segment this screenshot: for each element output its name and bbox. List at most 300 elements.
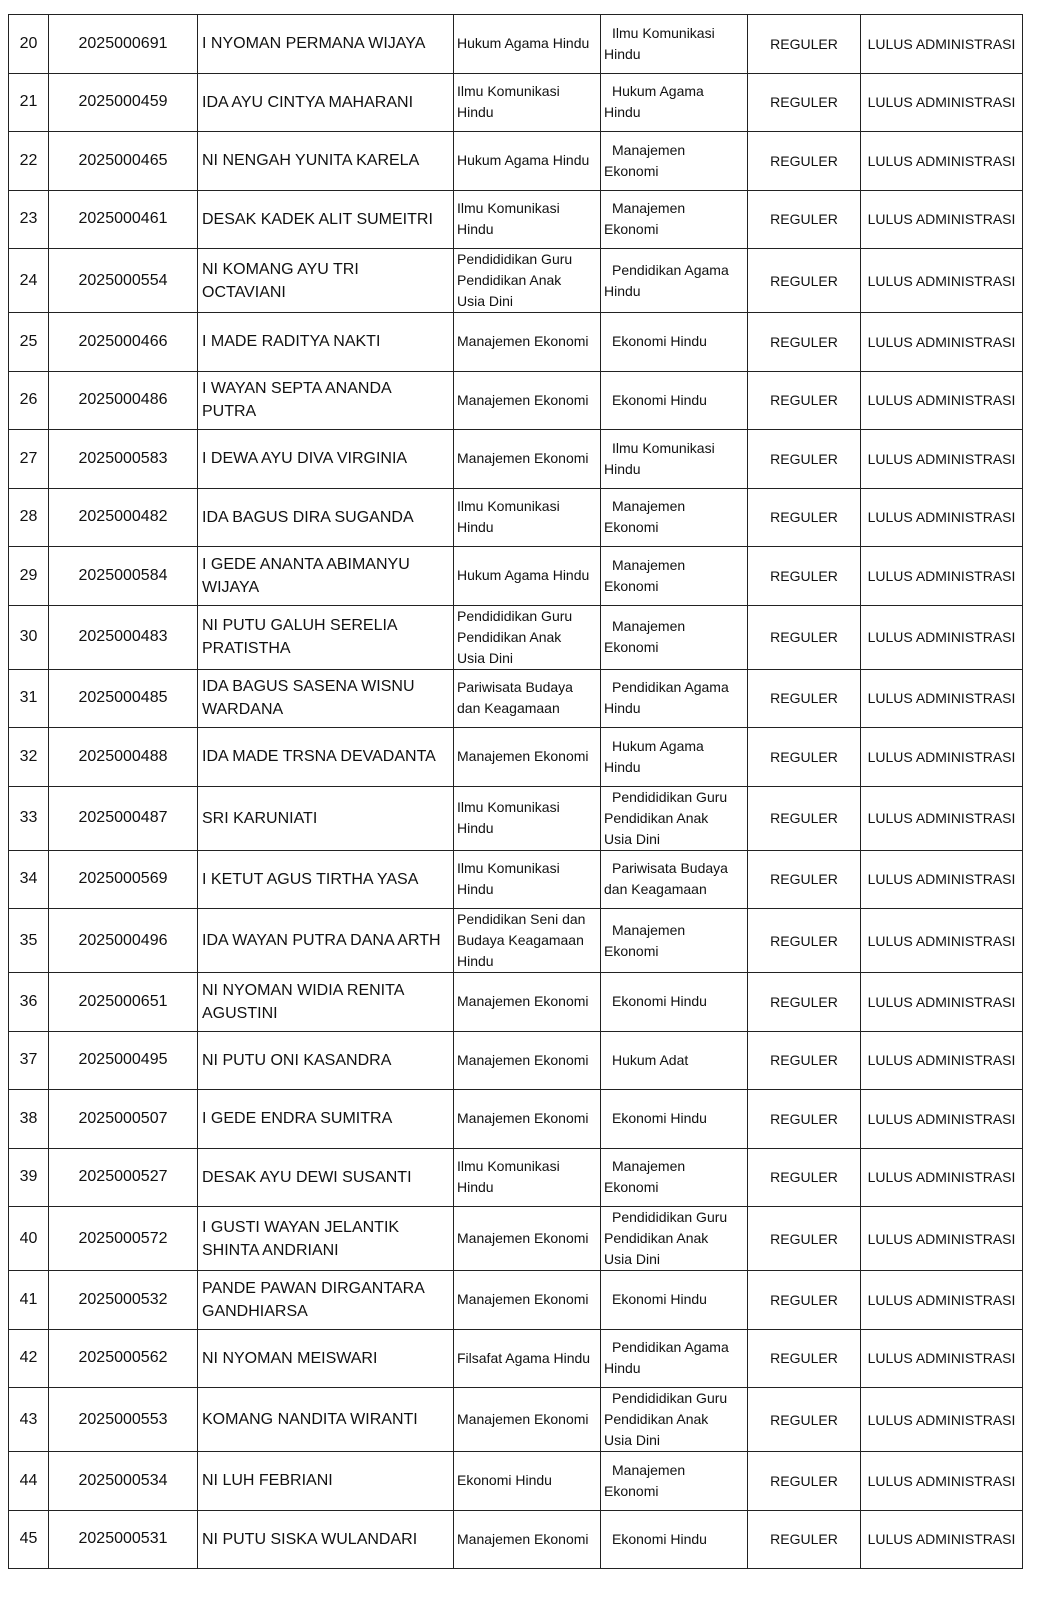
- table-row: [9, 132, 1023, 191]
- applicant-name-line: I KETUT AGUS TIRTHA YASA: [202, 870, 419, 888]
- row-number: 38: [9, 1090, 49, 1149]
- second-choice-program: [601, 430, 748, 489]
- status-label: LULUS ADMINISTRASI: [861, 1207, 1023, 1271]
- row-number: 40: [9, 1207, 49, 1271]
- first-choice-program-line: Manajemen Ekonomi: [457, 993, 589, 1010]
- first-choice-program: [454, 15, 601, 74]
- second-choice-program: [601, 1271, 748, 1330]
- admission-path: REGULER: [748, 15, 861, 74]
- applicant-name-line: IDA WAYAN PUTRA DANA ARTH: [202, 932, 441, 949]
- registration-number: 2025000485: [49, 669, 198, 728]
- status-label: LULUS ADMINISTRASI: [861, 786, 1023, 850]
- second-choice-program-line: Hindu: [604, 700, 641, 717]
- table-row: [9, 1452, 1023, 1511]
- status-label: LULUS ADMINISTRASI: [861, 249, 1023, 313]
- first-choice-program: [454, 909, 601, 973]
- status-label: LULUS ADMINISTRASI: [861, 132, 1023, 191]
- registration-number: 2025000507: [49, 1090, 198, 1149]
- applicant-name-line: I MADE RADITYA NAKTI: [202, 333, 381, 351]
- status-label: LULUS ADMINISTRASI: [861, 1031, 1023, 1090]
- row-number: 25: [9, 313, 49, 372]
- admission-path: REGULER: [748, 850, 861, 909]
- first-choice-program: [454, 547, 601, 606]
- first-choice-program-line: Hindu: [457, 104, 494, 121]
- row-number: 44: [9, 1452, 49, 1511]
- second-choice-program-line: Ekonomi: [604, 942, 659, 959]
- first-choice-program-line: Ilmu Komunikasi: [457, 1158, 560, 1175]
- table-row: [9, 313, 1023, 372]
- applicant-name-line: NI KOMANG AYU TRI: [202, 260, 359, 278]
- first-choice-program: [454, 605, 601, 669]
- table-row: [9, 1207, 1023, 1271]
- first-choice-program-line: Manajemen Ekonomi: [457, 1411, 589, 1427]
- first-choice-program: [454, 1329, 601, 1388]
- row-number: 45: [9, 1510, 49, 1569]
- status-label: LULUS ADMINISTRASI: [861, 1271, 1023, 1330]
- registration-number: 2025000534: [49, 1452, 198, 1511]
- applicant-name-line: I NYOMAN PERMANA WIJAYA: [202, 35, 426, 53]
- second-choice-program-line: Ekonomi Hindu: [612, 333, 707, 350]
- applicant-name-line: IDA AYU CINTYA MAHARANI: [202, 93, 414, 111]
- applicant-name-line: I WAYAN SEPTA ANANDA: [202, 380, 392, 398]
- registration-number: 2025000562: [49, 1329, 198, 1388]
- second-choice-program-line: Ilmu Komunikasi: [612, 439, 715, 456]
- admission-path: REGULER: [748, 669, 861, 728]
- second-choice-program-line: Pendididikan Guru: [612, 1209, 728, 1225]
- admission-path: REGULER: [748, 1510, 861, 1569]
- admission-path: REGULER: [748, 1271, 861, 1330]
- table-row: [9, 430, 1023, 489]
- applicant-name-line: NI NYOMAN MEISWARI: [202, 1349, 378, 1367]
- row-number: 35: [9, 909, 49, 973]
- first-choice-program: [454, 850, 601, 909]
- first-choice-program: [454, 249, 601, 313]
- table-row: [9, 1388, 1023, 1452]
- table-row: [9, 1090, 1023, 1149]
- first-choice-program-line: Ilmu Komunikasi: [457, 860, 560, 877]
- admission-path: REGULER: [748, 313, 861, 372]
- second-choice-program: [601, 488, 748, 547]
- table-row: [9, 190, 1023, 249]
- second-choice-program-line: Ekonomi: [604, 1482, 659, 1499]
- applicant-name-line: SHINTA ANDRIANI: [202, 1241, 339, 1259]
- admission-path: REGULER: [748, 1452, 861, 1511]
- row-number: 28: [9, 488, 49, 547]
- table-row: [9, 371, 1023, 430]
- second-choice-program-line: Ekonomi: [604, 162, 659, 179]
- first-choice-program-line: Manajemen Ekonomi: [457, 1291, 589, 1308]
- second-choice-program-line: Manajemen: [612, 618, 686, 634]
- table-row: [9, 1031, 1023, 1090]
- first-choice-program-line: Hukum Agama Hindu: [457, 35, 590, 52]
- second-choice-program-line: Ekonomi: [604, 577, 659, 594]
- applicant-name-line: NI LUH FEBRIANI: [202, 1472, 333, 1490]
- applicant-name: [198, 313, 454, 372]
- applicant-name: [198, 1207, 454, 1271]
- registration-number: 2025000531: [49, 1510, 198, 1569]
- applicant-name: [198, 1148, 454, 1207]
- first-choice-program-line: Manajemen Ekonomi: [457, 1051, 589, 1068]
- second-choice-program: [601, 15, 748, 74]
- second-choice-program-line: Pendidikan Anak: [604, 1411, 709, 1427]
- second-choice-program-line: Hukum Agama: [612, 83, 704, 100]
- second-choice-program: [601, 132, 748, 191]
- applicant-name-line: IDA BAGUS DIRA SUGANDA: [202, 508, 414, 526]
- second-choice-program: [601, 909, 748, 973]
- first-choice-program-line: Hukum Agama Hindu: [457, 152, 590, 169]
- applicant-name-line: PANDE PAWAN DIRGANTARA: [202, 1279, 425, 1297]
- admission-path: REGULER: [748, 728, 861, 787]
- first-choice-program-line: Pendididikan Guru: [457, 251, 573, 267]
- first-choice-program: [454, 973, 601, 1032]
- row-number: 27: [9, 430, 49, 489]
- applicant-name: [198, 488, 454, 547]
- first-choice-program-line: Ilmu Komunikasi: [457, 799, 560, 815]
- first-choice-program: [454, 488, 601, 547]
- first-choice-program: [454, 190, 601, 249]
- first-choice-program-line: Usia Dini: [457, 293, 514, 309]
- applicant-name: [198, 15, 454, 74]
- first-choice-program: [454, 1388, 601, 1452]
- applicant-name-line: AGUSTINI: [202, 1004, 278, 1022]
- first-choice-program: [454, 786, 601, 850]
- first-choice-program-line: Hindu: [457, 820, 494, 836]
- row-number: 34: [9, 850, 49, 909]
- first-choice-program: [454, 371, 601, 430]
- row-number: 42: [9, 1329, 49, 1388]
- table-row: [9, 73, 1023, 132]
- results-sheet: [8, 14, 1022, 1569]
- admission-path: REGULER: [748, 1388, 861, 1452]
- table-row: [9, 850, 1023, 909]
- second-choice-program-line: Hindu: [604, 758, 641, 775]
- second-choice-program-line: Manajemen: [612, 556, 686, 573]
- registration-number: 2025000532: [49, 1271, 198, 1330]
- second-choice-program-line: Manajemen: [612, 1461, 686, 1478]
- second-choice-program-line: Ekonomi Hindu: [612, 391, 707, 408]
- registration-number: 2025000486: [49, 371, 198, 430]
- status-label: LULUS ADMINISTRASI: [861, 850, 1023, 909]
- row-number: 26: [9, 371, 49, 430]
- applicant-name-line: I GUSTI WAYAN JELANTIK: [202, 1218, 400, 1236]
- applicant-name: [198, 190, 454, 249]
- table-row: [9, 605, 1023, 669]
- first-choice-program-line: Pendidikan Seni dan: [457, 911, 586, 927]
- row-number: 37: [9, 1031, 49, 1090]
- second-choice-program-line: Ekonomi: [604, 221, 659, 238]
- second-choice-program-line: Pendidikan Agama: [612, 1339, 729, 1356]
- row-number: 41: [9, 1271, 49, 1330]
- applicant-name: [198, 1388, 454, 1452]
- registration-number: 2025000495: [49, 1031, 198, 1090]
- applicant-name: [198, 371, 454, 430]
- registration-number: 2025000466: [49, 313, 198, 372]
- status-label: LULUS ADMINISTRASI: [861, 1388, 1023, 1452]
- applicant-name-line: DESAK AYU DEWI SUSANTI: [202, 1168, 412, 1186]
- second-choice-program-line: Hindu: [604, 45, 641, 62]
- applicant-name-line: KOMANG NANDITA WIRANTI: [202, 1411, 418, 1428]
- registration-number: 2025000651: [49, 973, 198, 1032]
- row-number: 33: [9, 786, 49, 850]
- registration-number: 2025000465: [49, 132, 198, 191]
- second-choice-program: [601, 973, 748, 1032]
- admission-path: REGULER: [748, 371, 861, 430]
- applicant-name: [198, 1510, 454, 1569]
- registration-number: 2025000553: [49, 1388, 198, 1452]
- first-choice-program-line: Manajemen Ekonomi: [457, 450, 589, 467]
- status-label: LULUS ADMINISTRASI: [861, 430, 1023, 489]
- second-choice-program-line: Ekonomi Hindu: [612, 1291, 707, 1308]
- applicant-name-line: SRI KARUNIATI: [202, 809, 318, 827]
- first-choice-program-line: Hindu: [457, 519, 494, 536]
- applicant-name: [198, 1090, 454, 1149]
- second-choice-program-line: Usia Dini: [604, 1251, 661, 1267]
- first-choice-program-line: Filsafat Agama Hindu: [457, 1349, 591, 1366]
- applicant-name: [198, 669, 454, 728]
- first-choice-program-line: Hukum Agama Hindu: [457, 567, 590, 584]
- second-choice-program-line: Manajemen: [612, 200, 686, 217]
- applicant-name-line: NI PUTU GALUH SERELIA: [202, 617, 398, 634]
- applicant-name: [198, 850, 454, 909]
- first-choice-program-line: Pendidikan Anak: [457, 272, 562, 288]
- applicant-name: [198, 786, 454, 850]
- admission-path: REGULER: [748, 488, 861, 547]
- registration-number: 2025000583: [49, 430, 198, 489]
- first-choice-program-line: Hindu: [457, 953, 494, 969]
- second-choice-program: [601, 850, 748, 909]
- status-label: LULUS ADMINISTRASI: [861, 1510, 1023, 1569]
- row-number: 32: [9, 728, 49, 787]
- second-choice-program-line: Hindu: [604, 104, 641, 121]
- table-row: [9, 728, 1023, 787]
- second-choice-program-line: Ekonomi Hindu: [612, 1110, 707, 1127]
- first-choice-program-line: Manajemen Ekonomi: [457, 748, 589, 765]
- second-choice-program-line: Pendidikan Anak: [604, 809, 709, 826]
- applicant-name: [198, 547, 454, 606]
- row-number: 21: [9, 73, 49, 132]
- admission-path: REGULER: [748, 249, 861, 313]
- registration-number: 2025000496: [49, 909, 198, 973]
- first-choice-program: [454, 132, 601, 191]
- admission-path: REGULER: [748, 547, 861, 606]
- registration-number: 2025000487: [49, 786, 198, 850]
- second-choice-program-line: Manajemen: [612, 1158, 686, 1175]
- second-choice-program: [601, 1031, 748, 1090]
- table-row: [9, 1329, 1023, 1388]
- first-choice-program-line: Manajemen Ekonomi: [457, 391, 589, 408]
- applicant-name-line: I DEWA AYU DIVA VIRGINIA: [202, 450, 408, 468]
- registration-number: 2025000459: [49, 73, 198, 132]
- admission-path: REGULER: [748, 1148, 861, 1207]
- status-label: LULUS ADMINISTRASI: [861, 313, 1023, 372]
- second-choice-program-line: Hindu: [604, 460, 641, 477]
- status-label: LULUS ADMINISTRASI: [861, 73, 1023, 132]
- table-row: [9, 909, 1023, 973]
- second-choice-program-line: Ilmu Komunikasi: [612, 24, 715, 41]
- status-label: LULUS ADMINISTRASI: [861, 669, 1023, 728]
- second-choice-program: [601, 73, 748, 132]
- applicant-name: [198, 1452, 454, 1511]
- first-choice-program: [454, 313, 601, 372]
- row-number: 29: [9, 547, 49, 606]
- first-choice-program: [454, 73, 601, 132]
- second-choice-program: [601, 547, 748, 606]
- second-choice-program-line: Hukum Agama: [612, 737, 704, 754]
- first-choice-program-line: Ekonomi Hindu: [457, 1472, 552, 1489]
- row-number: 23: [9, 190, 49, 249]
- registration-number: 2025000569: [49, 850, 198, 909]
- row-number: 43: [9, 1388, 49, 1452]
- second-choice-program-line: Ekonomi: [604, 1179, 659, 1196]
- status-label: LULUS ADMINISTRASI: [861, 1329, 1023, 1388]
- applicant-name-line: NI PUTU ONI KASANDRA: [202, 1051, 392, 1069]
- second-choice-program-line: Pendidikan Agama: [612, 261, 729, 278]
- first-choice-program-line: Manajemen Ekonomi: [457, 333, 589, 350]
- status-label: LULUS ADMINISTRASI: [861, 190, 1023, 249]
- second-choice-program: [601, 249, 748, 313]
- status-label: LULUS ADMINISTRASI: [861, 371, 1023, 430]
- applicant-name-line: GANDHIARSA: [202, 1302, 308, 1320]
- status-label: LULUS ADMINISTRASI: [861, 15, 1023, 74]
- second-choice-program: [601, 190, 748, 249]
- status-label: LULUS ADMINISTRASI: [861, 1148, 1023, 1207]
- applicant-name-line: OCTAVIANI: [202, 283, 286, 301]
- row-number: 30: [9, 605, 49, 669]
- second-choice-program-line: Usia Dini: [604, 830, 661, 847]
- second-choice-program: [601, 1388, 748, 1452]
- second-choice-program-line: Hindu: [604, 282, 641, 299]
- status-label: LULUS ADMINISTRASI: [861, 488, 1023, 547]
- admission-path: REGULER: [748, 190, 861, 249]
- applicant-name-line: NI NENGAH YUNITA KARELA: [202, 152, 420, 170]
- status-label: LULUS ADMINISTRASI: [861, 605, 1023, 669]
- second-choice-program: [601, 728, 748, 787]
- second-choice-program-line: Manajemen: [612, 498, 686, 515]
- admission-path: REGULER: [748, 132, 861, 191]
- admission-path: REGULER: [748, 430, 861, 489]
- applicant-name-line: PRATISTHA: [202, 640, 291, 657]
- registration-number: 2025000691: [49, 15, 198, 74]
- registration-number: 2025000584: [49, 547, 198, 606]
- first-choice-program-line: Hindu: [457, 1179, 494, 1196]
- applicant-name-line: NI NYOMAN WIDIA RENITA: [202, 981, 405, 999]
- table-row: [9, 547, 1023, 606]
- registration-number: 2025000461: [49, 190, 198, 249]
- first-choice-program-line: dan Keagamaan: [457, 700, 560, 717]
- applicant-name: [198, 132, 454, 191]
- applicant-name-line: WIJAYA: [202, 578, 260, 596]
- applicant-name: [198, 1271, 454, 1330]
- second-choice-program-line: Pendididikan Guru: [612, 1390, 728, 1406]
- first-choice-program: [454, 1271, 601, 1330]
- table-row: [9, 669, 1023, 728]
- registration-number: 2025000483: [49, 605, 198, 669]
- first-choice-program-line: Manajemen Ekonomi: [457, 1230, 589, 1246]
- status-label: LULUS ADMINISTRASI: [861, 1452, 1023, 1511]
- applicant-name: [198, 909, 454, 973]
- second-choice-program-line: Manajemen: [612, 921, 686, 938]
- table-row: [9, 15, 1023, 74]
- applicant-name: [198, 430, 454, 489]
- second-choice-program: [601, 1452, 748, 1511]
- first-choice-program: [454, 1452, 601, 1511]
- second-choice-program-line: Pariwisata Budaya: [612, 860, 728, 877]
- applicant-name: [198, 973, 454, 1032]
- table-row: [9, 1148, 1023, 1207]
- row-number: 36: [9, 973, 49, 1032]
- admission-path: REGULER: [748, 786, 861, 850]
- table-row: [9, 1271, 1023, 1330]
- first-choice-program: [454, 1207, 601, 1271]
- admission-path: REGULER: [748, 1090, 861, 1149]
- applicant-name: [198, 605, 454, 669]
- admission-path: REGULER: [748, 1207, 861, 1271]
- applicant-name: [198, 249, 454, 313]
- first-choice-program: [454, 430, 601, 489]
- first-choice-program-line: Manajemen Ekonomi: [457, 1110, 589, 1127]
- second-choice-program: [601, 1329, 748, 1388]
- first-choice-program: [454, 669, 601, 728]
- admission-path: REGULER: [748, 1329, 861, 1388]
- first-choice-program-line: Hindu: [457, 881, 494, 898]
- table-row: [9, 1510, 1023, 1569]
- registration-number: 2025000572: [49, 1207, 198, 1271]
- first-choice-program-line: Ilmu Komunikasi: [457, 83, 560, 100]
- applicant-name: [198, 728, 454, 787]
- second-choice-program-line: Manajemen: [612, 141, 686, 158]
- second-choice-program: [601, 1148, 748, 1207]
- status-label: LULUS ADMINISTRASI: [861, 547, 1023, 606]
- second-choice-program: [601, 1510, 748, 1569]
- admission-path: REGULER: [748, 973, 861, 1032]
- results-table: [8, 14, 1023, 1569]
- applicant-name-line: I GEDE ANANTA ABIMANYU: [202, 555, 410, 573]
- first-choice-program-line: Usia Dini: [457, 649, 514, 666]
- second-choice-program: [601, 313, 748, 372]
- second-choice-program-line: Ekonomi Hindu: [612, 993, 707, 1010]
- registration-number: 2025000554: [49, 249, 198, 313]
- applicant-name-line: WARDANA: [202, 701, 284, 719]
- first-choice-program: [454, 1031, 601, 1090]
- table-row: [9, 786, 1023, 850]
- second-choice-program-line: Hindu: [604, 1360, 641, 1377]
- first-choice-program-line: Manajemen Ekonomi: [457, 1530, 589, 1547]
- registration-number: 2025000488: [49, 728, 198, 787]
- table-row: [9, 488, 1023, 547]
- first-choice-program: [454, 1510, 601, 1569]
- second-choice-program-line: Pendidikan Agama: [612, 679, 729, 696]
- second-choice-program: [601, 669, 748, 728]
- row-number: 20: [9, 15, 49, 74]
- registration-number: 2025000482: [49, 488, 198, 547]
- table-row: [9, 973, 1023, 1032]
- row-number: 22: [9, 132, 49, 191]
- first-choice-program-line: Ilmu Komunikasi: [457, 200, 560, 217]
- second-choice-program: [601, 371, 748, 430]
- applicant-name: [198, 73, 454, 132]
- applicant-name-line: NI PUTU SISKA WULANDARI: [202, 1530, 418, 1548]
- status-label: LULUS ADMINISTRASI: [861, 1090, 1023, 1149]
- first-choice-program: [454, 1090, 601, 1149]
- admission-path: REGULER: [748, 605, 861, 669]
- first-choice-program-line: Pendidikan Anak: [457, 628, 562, 645]
- second-choice-program-line: Pendidikan Anak: [604, 1230, 709, 1246]
- second-choice-program-line: Ekonomi: [604, 639, 659, 655]
- status-label: LULUS ADMINISTRASI: [861, 909, 1023, 973]
- second-choice-program-line: Usia Dini: [604, 1432, 661, 1448]
- registration-number: 2025000527: [49, 1148, 198, 1207]
- applicant-name: [198, 1329, 454, 1388]
